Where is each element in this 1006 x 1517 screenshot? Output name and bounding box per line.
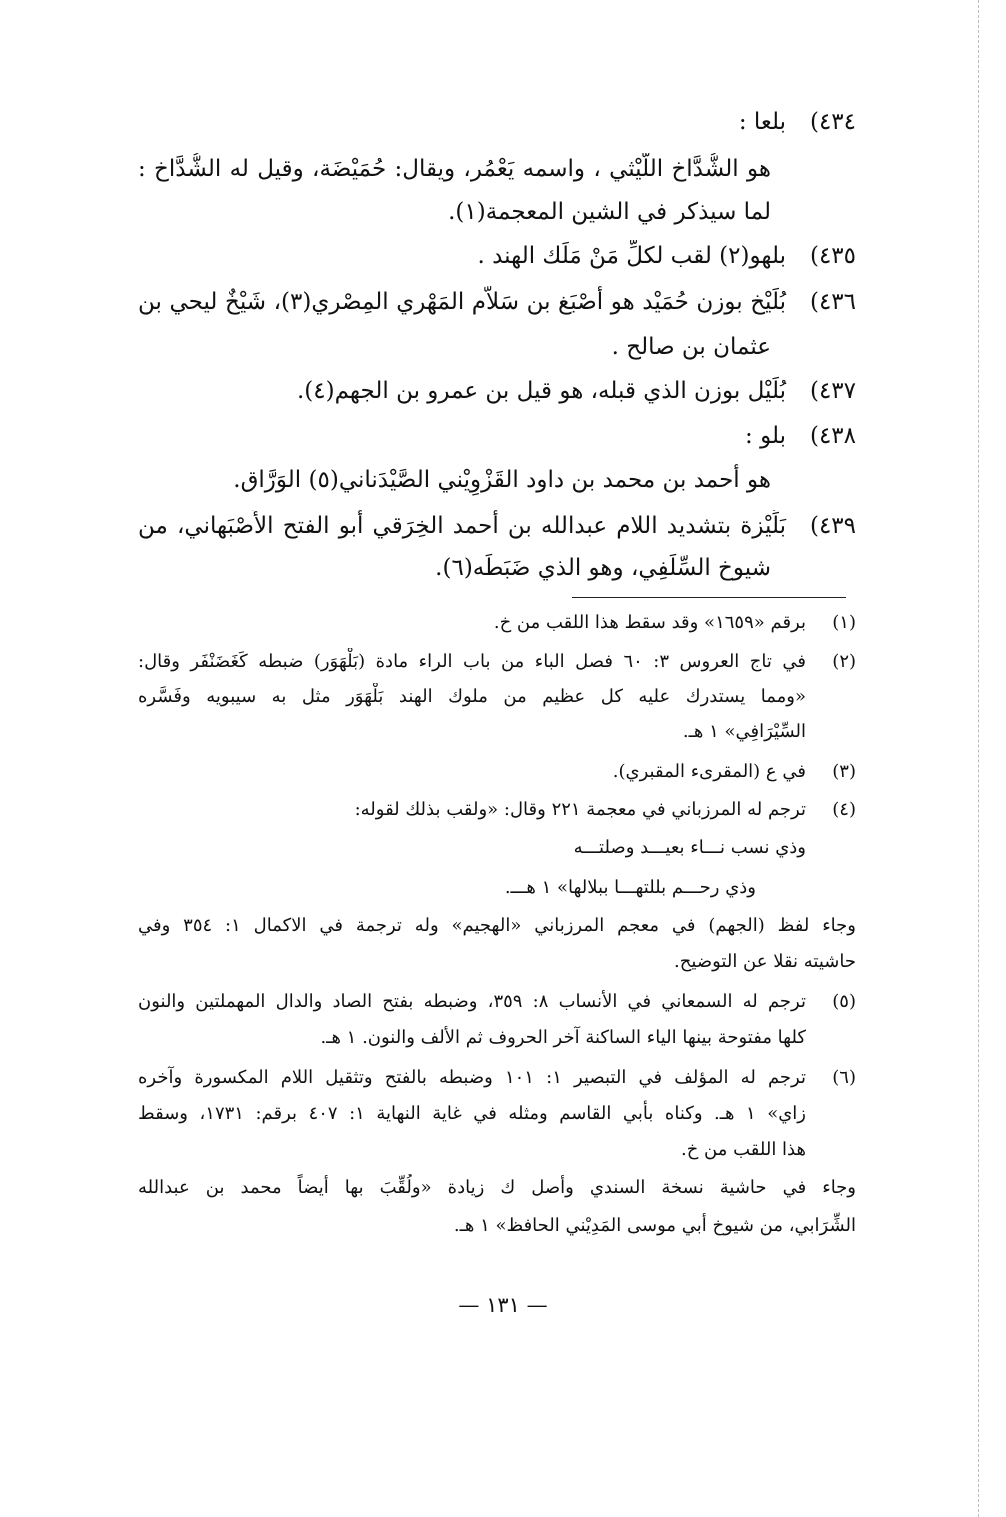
footnote-2-body-2: السِّيْرَافِي» ١ هـ. — [682, 721, 806, 742]
footnote-text: في تاج العروس ٣: ٦٠ فصل الباء من باب الراء مادة (بَلْهَوَر) ضبطه كَغَضَنْفَر وقال: — [138, 651, 807, 672]
footnote-separator — [572, 597, 846, 598]
entry-text: بلعا : — [738, 109, 786, 135]
entry-text: بُلَيْخ بوزن حُمَيْد هو أَصْبَغ بن سَلاَّم المَهْري المِصْري(٣)، شَيْخٌ ليحي بن — [138, 289, 787, 315]
entry-text: بَلِّيْزة بتشديد اللام عبدالله بن أحمد الخِرَقي أبو الفتح الأَصْبَهاني، من — [138, 513, 786, 539]
footnote-6-body-1: زاي» ١ هـ. وكناه بأبي القاسم ومثله في غاية النهاية ١: ٤٠٧ برقم: ١٧٣١، وسقط — [138, 1103, 806, 1124]
footnote-text: ترجم له المؤلف في التبصير ١: ١٠١ وضبطه بالفتح وتثقيل اللام المكسورة وآخره — [138, 1067, 806, 1088]
footnote-number: (٣) — [832, 761, 856, 782]
entry-number: ٤٣٥) — [809, 243, 856, 269]
footnote-number: (٤) — [832, 799, 856, 820]
footnote-3 — [138, 758, 856, 786]
entry-434 — [138, 106, 856, 138]
footnote-5 — [138, 988, 856, 1016]
footnote-1 — [138, 609, 856, 637]
entry-436-body-1: عثمان بن صالح . — [611, 334, 771, 360]
entry-434-body-2: لما سيذكر في الشين المعجمة(١). — [448, 199, 771, 225]
entry-438 — [138, 420, 856, 452]
footnote-2-body-1: «ومما يستدرك عليه كل عظيم من ملوك الهند بَلْهَوَر مثل به سيبويه وفَسَّره — [138, 686, 806, 707]
footnote-6-body-3: وجاء في حاشية نسخة السندي وأصل ك زيادة «ولُقِّبَ بها أيضاً محمد بن عبدالله — [138, 1177, 856, 1198]
footnote-4-verse-2: وذي رحـــم بللتهـــا ببلالها» ١ هـــ. — [504, 877, 756, 898]
entry-number: ٤٣٤) — [809, 109, 856, 135]
footnote-6-body-4: الشِّرَابي، من شيوخ أبي موسى المَدِيْني الحافظ» ١ هـ. — [453, 1215, 856, 1236]
footnote-text: برقم «١٦٥٩» وقد سقط هذا اللقب من خ. — [493, 612, 806, 633]
entry-number: ٤٣٨) — [809, 423, 856, 449]
footnote-4-verse-1: وذي نسب نـــاء بعيـــد وصلتـــه — [573, 837, 806, 858]
footnote-text: ترجم له المرزباني في معجمة ٢٢١ وقال: «ولقب بذلك لقوله: — [354, 799, 806, 820]
entry-439 — [138, 510, 856, 542]
footnote-4-body-1: وجاء لفظ (الجهم) في معجم المرزباني «الهجيم» وله ترجمة في الاكمال ١: ٣٥٤ وفي — [138, 915, 856, 936]
footnote-6 — [138, 1064, 856, 1092]
footnote-4-body-2: حاشيته نقلا عن التوضيح. — [674, 951, 856, 972]
entry-434-body-1: هو الشُّدَّاخ اللَّيْثي ، واسمه يَعْمُر، ويقال: حُمَيْضَة، وقيل له الشُّدَّاخ : — [138, 156, 771, 182]
entry-text: بلو : — [745, 423, 786, 449]
footnote-4 — [138, 796, 856, 824]
entry-number: ٤٣٩) — [809, 513, 856, 539]
scan-edge-line — [978, 0, 979, 1517]
entry-439-body-1: شيوخ السِّلَفِي، وهو الذي ضَبَطَه(٦). — [435, 555, 771, 581]
entry-435 — [138, 240, 856, 272]
footnote-text: في ع (المقرىء المقبري). — [612, 761, 806, 782]
footnote-6-body-2: هذا اللقب من خ. — [680, 1139, 806, 1160]
page-number: — ١٣١ — — [458, 1293, 548, 1317]
footnote-number: (١) — [832, 612, 856, 633]
footnote-2 — [138, 648, 856, 676]
footnote-number: (٦) — [832, 1067, 856, 1088]
entry-text: بلهو(٢) لقب لكلِّ مَنْ مَلَك الهند . — [477, 243, 786, 269]
footnote-number: (٢) — [832, 651, 856, 672]
entry-number: ٤٣٧) — [809, 378, 856, 404]
footnote-number: (٥) — [832, 991, 856, 1012]
footnote-text: ترجم له السمعاني في الأنساب ٨: ٣٥٩، وضبطه بفتح الصاد والدال المهملتين والنون — [138, 991, 806, 1012]
entry-436 — [138, 286, 856, 318]
entry-437 — [138, 375, 856, 407]
entry-438-body-1: هو أحمد بن محمد بن داود القَزْوِيْني الصَّيْدَناني(٥) الوَرَّاق. — [233, 467, 771, 493]
entry-text: بُلَيْل بوزن الذي قبله، هو قيل بن عمرو بن الجهم(٤). — [296, 378, 786, 404]
entry-number: ٤٣٦) — [809, 289, 856, 315]
footnote-5-body-1: كلها مفتوحة بينها الياء الساكنة آخر الحروف ثم الألف والنون. ١ هـ. — [320, 1027, 806, 1048]
